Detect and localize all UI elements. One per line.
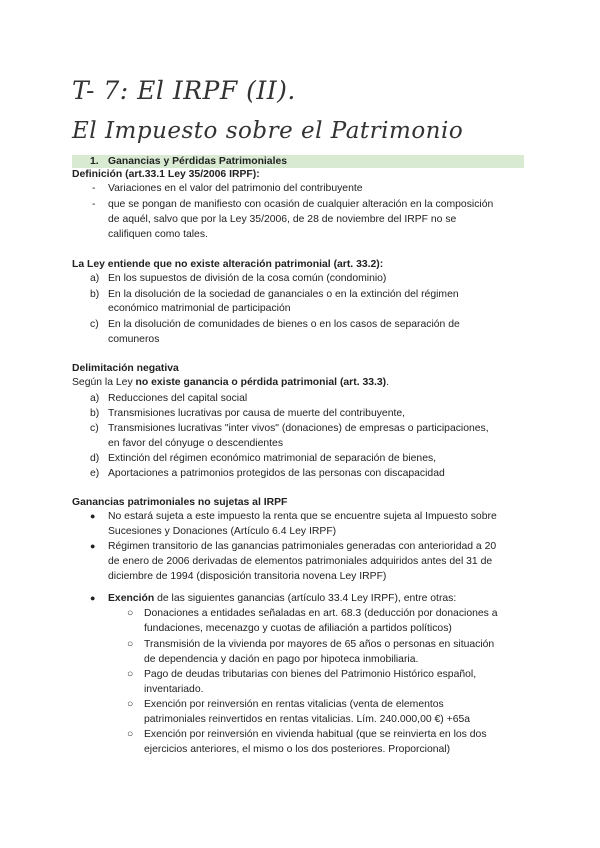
list-marker: a) bbox=[90, 393, 100, 404]
list-item-continued: comuneros bbox=[108, 334, 160, 345]
topic-title: T- 7: El IRPF (II). bbox=[72, 76, 296, 105]
exencion-rest: de las siguientes ganancias (artículo 33.4 Ley IRPF), entre otras: bbox=[154, 593, 457, 604]
list-item: Extinción del régimen económico matrimonial de separación de bienes, bbox=[108, 453, 437, 464]
sub-list-item: Donaciones a entidades señaladas en art. 68.3 (deducción por donaciones a bbox=[144, 608, 498, 619]
list-item: que se pongan de manifiesto con ocasión de cualquier alteración en la composición bbox=[108, 199, 494, 210]
definicion-heading: Definición (art.33.1 Ley 35/2006 IRPF): bbox=[72, 169, 260, 180]
exencion-bold: Exención bbox=[108, 593, 155, 604]
sub-list-item: Transmisión de la vivienda por mayores de 65 años o personas en situación bbox=[144, 639, 495, 650]
section-number: 1. bbox=[90, 156, 99, 167]
sub-list-item: Pago de deudas tributarias con bienes del Patrimonio Histórico español, bbox=[144, 669, 477, 680]
circle-marker: ○ bbox=[127, 729, 134, 740]
list-item: Transmisiones lucrativas "inter vivos" (donaciones) de empresas o participaciones, bbox=[108, 423, 489, 434]
list-item-continued: diciembre de 1994 (disposición transitoria novena Ley IRPF) bbox=[108, 571, 387, 582]
list-item: En la disolución de la sociedad de gananciales o en la extinción del régimen bbox=[108, 289, 459, 300]
list-item: En la disolución de comunidades de bienes o en los casos de separación de bbox=[108, 319, 460, 330]
list-item: Régimen transitorio de las ganancias patrimoniales generadas con anterioridad a 20 bbox=[108, 541, 497, 552]
list-item: Reducciones del capital social bbox=[108, 393, 248, 404]
list-item: En los supuestos de división de la cosa común (condominio) bbox=[108, 273, 387, 284]
circle-marker: ○ bbox=[127, 639, 134, 650]
bullet-marker: ● bbox=[90, 593, 96, 603]
list-item: No estará sujeta a este impuesto la renta que se encuentre sujeta al Impuesto sobre bbox=[108, 511, 497, 522]
list-item: Variaciones en el valor del patrimonio del contribuyente bbox=[108, 183, 363, 194]
intro-prefix: Según la Ley bbox=[72, 377, 136, 388]
list-marker: c) bbox=[90, 423, 99, 434]
intro-suffix: . bbox=[386, 377, 390, 388]
list-marker: b) bbox=[90, 408, 100, 419]
delimitacion-intro bbox=[72, 376, 389, 389]
dash-marker: - bbox=[92, 183, 96, 194]
exencion-intro bbox=[108, 592, 456, 605]
bullet-marker: ● bbox=[90, 511, 96, 521]
list-item-continued: de aquél, salvo que por la Ley 35/2006, de 28 de noviembre del IRPF no se bbox=[108, 214, 457, 225]
no-alteracion-heading: La Ley entiende que no existe alteración patrimonial (art. 33.2): bbox=[72, 259, 384, 270]
section-heading bbox=[72, 155, 524, 168]
sub-list-item: Exención por reinversión en vivienda habitual (que se reinvierta en los dos bbox=[144, 729, 487, 740]
circle-marker: ○ bbox=[127, 608, 134, 619]
intro-bold: no existe ganancia o pérdida patrimonial (art. 33.3) bbox=[135, 377, 387, 388]
dash-marker: - bbox=[92, 199, 96, 210]
sub-list-item-continued: inventariado. bbox=[144, 684, 204, 695]
list-item: Transmisiones lucrativas por causa de muerte del contribuyente, bbox=[108, 408, 406, 419]
page-subtitle: El Impuesto sobre el Patrimonio bbox=[72, 118, 464, 144]
list-marker: d) bbox=[90, 453, 100, 464]
circle-marker: ○ bbox=[127, 669, 134, 680]
list-item-continued: califiquen como tales. bbox=[108, 229, 208, 240]
list-item-continued: en favor del cónyuge o descendientes bbox=[108, 438, 284, 449]
list-marker: b) bbox=[90, 289, 100, 300]
list-item-continued: económico matrimonial de participación bbox=[108, 303, 291, 314]
list-marker: e) bbox=[90, 468, 100, 479]
delimitacion-heading: Delimitación negativa bbox=[72, 363, 179, 374]
list-item-continued: de enero de 2006 derivadas de elementos patrimoniales adquiridos antes del 31 de bbox=[108, 556, 493, 567]
list-item: Aportaciones a patrimonios protegidos de las personas con discapacidad bbox=[108, 468, 445, 479]
list-marker: c) bbox=[90, 319, 99, 330]
bullet-marker: ● bbox=[90, 541, 96, 551]
no-sujetas-heading: Ganancias patrimoniales no sujetas al IRPF bbox=[72, 497, 288, 508]
sub-list-item-continued: fundaciones, mecenazgo y cuotas de afiliación a partidos políticos) bbox=[144, 623, 452, 634]
circle-marker: ○ bbox=[127, 699, 134, 710]
list-item-continued: Sucesiones y Donaciones (Artículo 6.4 Ley IRPF) bbox=[108, 526, 337, 537]
list-marker: a) bbox=[90, 273, 100, 284]
sub-list-item-continued: ejercicios anteriores, el mismo o los dos posteriores. Proporcional) bbox=[144, 744, 451, 755]
section-title: Ganancias y Pérdidas Patrimoniales bbox=[108, 156, 288, 167]
sub-list-item-continued: patrimoniales reinvertidos en rentas vitalicias. Lím. 240.000,00 €) +65a bbox=[144, 714, 471, 725]
sub-list-item: Exención por reinversión en rentas vitalicias (venta de elementos bbox=[144, 699, 444, 710]
sub-list-item-continued: de dependencia y dación en pago por hipoteca inmobiliaria. bbox=[144, 654, 419, 665]
